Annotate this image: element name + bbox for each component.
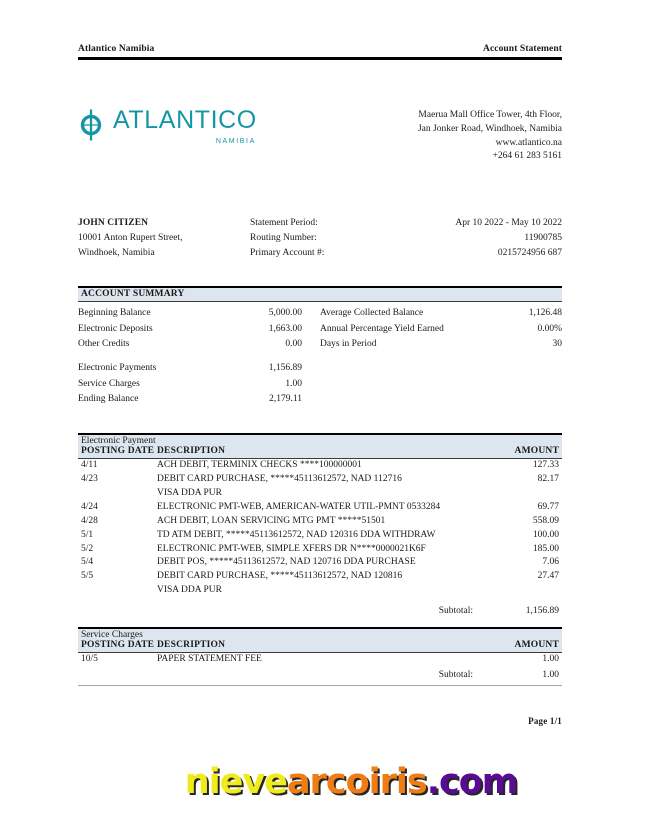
account-summary-columns — [78, 306, 562, 407]
watermark-part-1: nieve — [184, 762, 287, 802]
meta-value: Apr 10 2022 - May 10 2022 — [455, 218, 562, 229]
summary-row — [78, 337, 302, 352]
summary-value: 5,000.00 — [268, 308, 302, 319]
brand-wordmark — [113, 108, 257, 145]
row-amount: 7.06 — [542, 557, 559, 568]
table-row — [78, 515, 562, 529]
account-summary-right-column — [320, 306, 562, 407]
table-row — [78, 501, 562, 515]
row-description-line-2: VISA DDA PUR — [157, 585, 222, 596]
table-row-continuation — [78, 487, 562, 501]
electronic-payment-column-headers — [78, 446, 562, 458]
bank-address — [418, 106, 562, 164]
customer-address-1: 10001 Anton Rupert Street, — [78, 232, 183, 243]
row-description: ELECTRONIC PMT-WEB, SIMPLE XFERS DR N****0000021K6F — [157, 543, 426, 554]
row-date: 4/11 — [81, 460, 98, 471]
bank-website: www.atlantico.na — [495, 137, 562, 148]
row-amount: 558.09 — [532, 515, 559, 526]
brand-logo — [78, 106, 257, 145]
account-summary-title: ACCOUNT SUMMARY — [78, 288, 562, 301]
running-header-right: Account Statement — [482, 44, 562, 54]
masthead — [78, 106, 562, 164]
meta-value: 0215724956 687 — [497, 247, 562, 258]
row-amount: 27.47 — [537, 571, 559, 582]
summary-row — [320, 337, 562, 352]
meta-row — [250, 231, 562, 246]
bank-address-line-1: Maerua Mall Office Tower, 4th Floor, — [418, 110, 562, 120]
summary-label: Electronic Deposits — [78, 323, 153, 334]
summary-row — [78, 361, 302, 376]
brand-subtitle: NAMIBIA — [215, 138, 256, 145]
meta-label: Routing Number: — [250, 232, 317, 243]
row-amount: 127.33 — [532, 460, 559, 471]
service-charges-title: Service Charges — [78, 629, 562, 640]
column-header-date: POSTING DATE — [81, 446, 155, 457]
column-header-amount: AMOUNT — [514, 639, 559, 650]
summary-label: Service Charges — [78, 378, 140, 389]
watermark-part-3: .com — [426, 762, 518, 802]
row-amount: 185.00 — [532, 543, 559, 554]
row-amount-blank — [473, 487, 559, 501]
row-amount-blank — [473, 584, 559, 598]
subtotal-spacer — [81, 669, 363, 683]
table-row — [78, 570, 562, 584]
page-number: Page 1/1 — [528, 715, 562, 726]
account-holder-section — [78, 216, 562, 260]
row-date: 10/5 — [81, 653, 98, 664]
column-header-description: DESCRIPTION — [157, 446, 226, 457]
subtotal-spacer — [81, 605, 363, 619]
electronic-payment-rows — [78, 459, 562, 618]
meta-label: Primary Account #: — [250, 247, 325, 258]
row-date: 5/4 — [81, 557, 94, 568]
row-description: PAPER STATEMENT FEE — [157, 653, 262, 664]
row-amount: 69.77 — [537, 502, 559, 513]
electronic-payment-title: Electronic Payment — [78, 435, 562, 446]
row-description: TD ATM DEBIT, *****45113612572, NAD 120316 DDA WITHDRAW — [157, 529, 436, 540]
summary-label: Other Credits — [78, 338, 130, 349]
row-amount: 82.17 — [537, 474, 559, 485]
summary-label: Electronic Payments — [78, 363, 157, 374]
summary-label: Beginning Balance — [78, 308, 151, 319]
row-date: 5/1 — [81, 529, 94, 540]
meta-row — [250, 246, 562, 261]
meta-row — [250, 216, 562, 231]
row-description: ACH DEBIT, LOAN SERVICING MTG PMT *****51501 — [157, 515, 386, 526]
row-description: ELECTRONIC PMT-WEB, AMERICAN-WATER UTIL-PMNT 0533284 — [157, 502, 441, 513]
bank-phone: +264 61 283 5161 — [492, 151, 562, 162]
electronic-payment-section — [78, 433, 562, 618]
service-charges-section — [78, 627, 562, 686]
row-description: DEBIT CARD PURCHASE, *****45113612572, NAD 120816 — [157, 571, 403, 582]
watermark-part-2: arcoiris — [286, 762, 427, 802]
section-closing-rule — [78, 685, 562, 686]
row-amount: 100.00 — [532, 529, 559, 540]
subtotal-value: 1.00 — [542, 669, 559, 680]
running-header-left: Atlantico Namibia — [78, 44, 155, 54]
customer-name: JOHN CITIZEN — [78, 218, 149, 229]
summary-label: Annual Percentage Yield Earned — [320, 323, 444, 334]
row-date: 4/24 — [81, 502, 98, 513]
summary-row — [320, 306, 562, 321]
statement-content — [78, 44, 562, 726]
account-summary-left-column — [78, 306, 320, 407]
electronic-payment-subtotal — [78, 605, 562, 619]
summary-value: 1,156.89 — [268, 363, 302, 374]
subtotal-label: Subtotal: — [438, 606, 473, 617]
summary-value: 1,663.00 — [268, 323, 302, 334]
summary-value: 0.00% — [537, 323, 562, 334]
row-date-blank — [81, 584, 157, 598]
summary-row — [78, 306, 302, 321]
statement-meta-block — [250, 216, 562, 260]
service-charges-column-headers — [78, 640, 562, 652]
section-rule-bottom — [78, 301, 562, 302]
brand-name: ATLANTICO — [113, 106, 257, 134]
row-date: 4/23 — [81, 474, 98, 485]
service-charges-rows — [78, 653, 562, 683]
row-date: 5/5 — [81, 571, 94, 582]
customer-block — [78, 216, 250, 260]
summary-row — [78, 322, 302, 337]
column-header-date: POSTING DATE — [81, 639, 155, 650]
site-watermark — [0, 762, 650, 802]
meta-label: Statement Period: — [250, 218, 318, 229]
summary-label: Days in Period — [320, 338, 377, 349]
customer-address-2: Windhoek, Namibia — [78, 247, 155, 258]
row-description: DEBIT CARD PURCHASE, *****45113612572, NAD 112716 — [157, 474, 402, 485]
table-row — [78, 653, 562, 667]
page-footer — [78, 716, 562, 726]
summary-value: 30 — [552, 338, 562, 349]
summary-row — [78, 377, 302, 392]
table-row-continuation — [78, 584, 562, 598]
table-row — [78, 556, 562, 570]
summary-label: Average Collected Balance — [320, 308, 424, 319]
table-row — [78, 529, 562, 543]
meta-value: 11900785 — [524, 232, 562, 243]
summary-value: 0.00 — [285, 338, 302, 349]
row-amount: 1.00 — [542, 653, 559, 664]
subtotal-label: Subtotal: — [438, 669, 473, 680]
summary-value: 2,179.11 — [269, 394, 302, 405]
row-date: 5/2 — [81, 543, 94, 554]
row-description: DEBIT POS, *****45113612572, NAD 120716 DDA PURCHASE — [157, 557, 416, 568]
account-summary-section — [78, 286, 562, 407]
summary-value: 1.00 — [285, 378, 302, 389]
table-row — [78, 459, 562, 473]
running-header — [78, 44, 562, 57]
subtotal-value: 1,156.89 — [525, 606, 559, 617]
row-description: ACH DEBIT, TERMINIX CHECKS ****100000001 — [157, 460, 362, 471]
summary-row — [78, 392, 302, 407]
summary-value: 1,126.48 — [528, 308, 562, 319]
bank-address-line-2: Jan Jonker Road, Windhoek, Namibia — [417, 123, 562, 134]
summary-spacer — [78, 352, 302, 361]
table-row — [78, 473, 562, 487]
service-charges-subtotal — [78, 669, 562, 683]
row-description-line-2: VISA DDA PUR — [157, 488, 222, 499]
column-header-amount: AMOUNT — [514, 446, 559, 457]
row-date: 4/28 — [81, 515, 98, 526]
phi-logo-icon — [78, 108, 104, 142]
row-date-blank — [81, 487, 157, 501]
summary-row — [320, 322, 562, 337]
column-header-description: DESCRIPTION — [157, 639, 226, 650]
summary-label: Ending Balance — [78, 394, 139, 405]
header-divider — [78, 57, 562, 60]
table-row — [78, 543, 562, 557]
